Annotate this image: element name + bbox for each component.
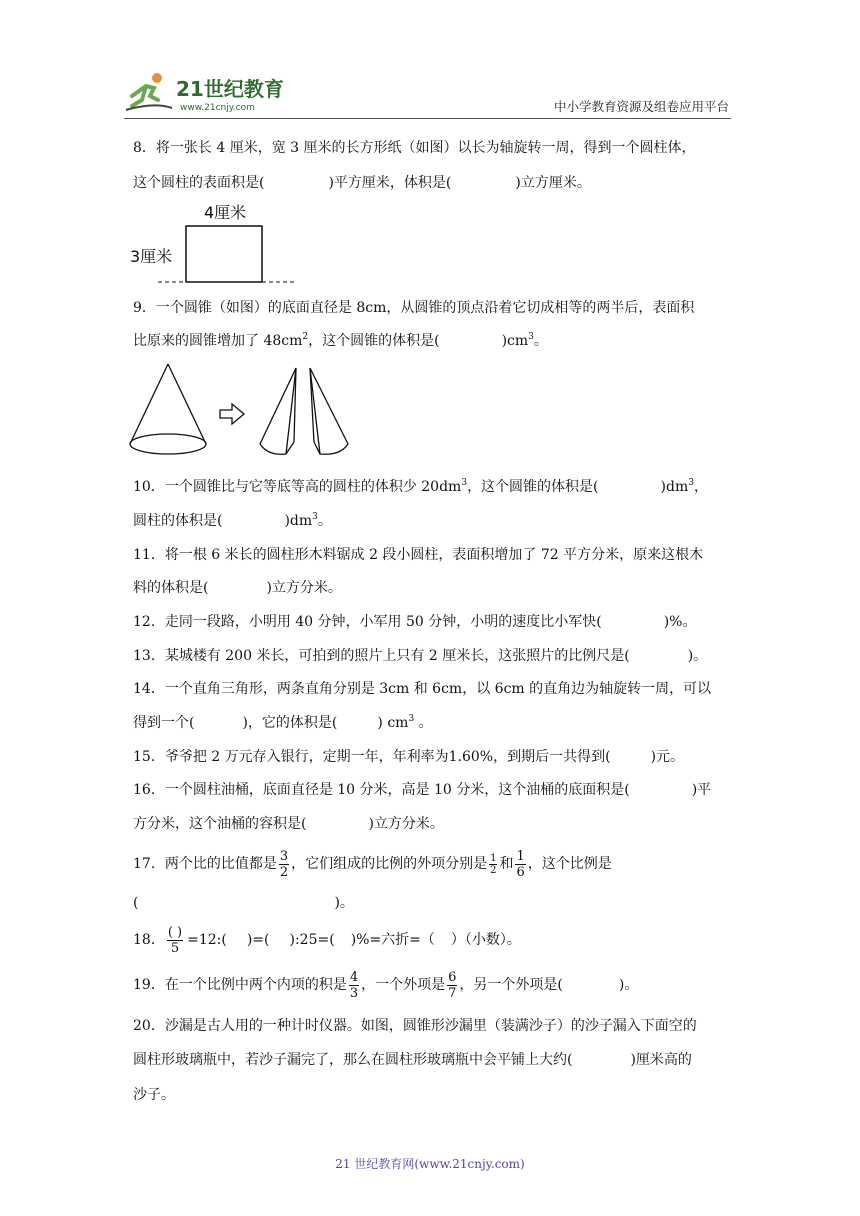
question-14-line-2: 得到一个( )，它的体积是( ) $cm^3$ 。 [133, 714, 433, 731]
rect-top-label: 4厘米 [204, 203, 247, 222]
svg-text:www.21cnjy.com: www.21cnjy.com [180, 103, 255, 113]
question-20-line-2: 圆柱形玻璃瓶中，若沙子漏完了，那么在圆柱形玻璃瓶中会平铺上大约( )厘米高的 [133, 1052, 692, 1068]
svg-text:21世纪教育: 21世纪教育 [176, 77, 284, 101]
question-11-line-2: 料的体积是( )立方分米。 [133, 580, 342, 596]
question-10-line-2: 圆柱的体积是( )$dm^3$。 [133, 512, 332, 529]
question-12: 12．走同一段路，小明用 40 分钟，小军用 50 分钟，小明的速度比小军快( )%。 [133, 614, 697, 630]
header-platform-text: 中小学教育资源及组卷应用平台 [553, 99, 729, 114]
question-20-line-1: 20．沙漏是古人用的一种计时仪器。如图，圆锥形沙漏里（装满沙子）的沙子漏入下面空的 [133, 1018, 697, 1034]
arrow-right-icon [220, 404, 244, 424]
rectangle [186, 226, 262, 282]
runner-logo-icon [126, 73, 172, 110]
cut-cone-left-half [260, 368, 296, 454]
header-divider [124, 118, 731, 119]
fraction-6-7: $\frac{6}{7}$ [448, 969, 457, 1001]
question-14-line-1: 14．一个直角三角形，两条直角分别是 3cm 和 6cm，以 6cm 的直角边为轴旋转一周，可以 [133, 681, 712, 697]
logo [124, 66, 294, 116]
question-17-line-2: ( )。 [133, 895, 354, 911]
question-20-line-3: 沙子。 [133, 1087, 175, 1103]
cone [130, 364, 206, 454]
fraction-3-2: $\frac{3}{2}$ [279, 848, 289, 880]
question-16-line-2: 方分米，这个油桶的容积是( )立方分米。 [133, 816, 444, 832]
rectangle-figure [128, 198, 298, 288]
question-15: 15．爷爷把 2 万元存入银行，定期一年，年利率为1.60%，到期后一共得到( )元。 [133, 749, 685, 765]
rect-left-label: 3厘米 [130, 247, 173, 266]
question-10-line-1: 10．一个圆锥比与它等底等高的圆柱的体积少 $20dm^3$，这个圆锥的体积是( )$dm^3$， [133, 478, 708, 495]
question-9-line-1: 9．一个圆锥（如图）的底面直径是 8cm，从圆锥的顶点沿着它切成相等的两半后，表面积 [133, 300, 695, 316]
cut-cone-right-half [310, 368, 348, 454]
question-19: 19．在一个比例中两个内项的积是 $\frac{4}{3}$ ，一个外项是 $\frac{6}{7}$ ，另一个外项是( )。 [133, 969, 639, 1001]
question-11-line-1: 11．将一根 6 米长的圆柱形木料锯成 2 段小圆柱，表面积增加了 72 平方分米，原来这根木 [133, 547, 704, 563]
question-9-line-2: 比原来的圆锥增加了 $48cm^2$，这个圆锥的体积是( )$cm^3$。 [133, 332, 548, 349]
fraction-1-2: $\frac{1}{2}$ [490, 852, 497, 876]
question-8-line-1: 8．将一张长 4 厘米，宽 3 厘米的长方形纸（如图）以长为轴旋转一周，得到一个圆柱体， [133, 140, 696, 156]
question-13: 13．某城楼有 200 米长，可拍到的照片上只有 2 厘米长，这张照片的比例尺是( )。 [133, 648, 708, 664]
page-footer: 21 世纪教育网(www.21cnjy.com) [335, 1157, 525, 1171]
page-header [0, 0, 860, 122]
fraction-blank-over-5: $\frac{( )}{5}$ [167, 924, 183, 956]
fraction-1-6: $\frac{1}{6}$ [516, 848, 525, 880]
cone-figure [126, 360, 356, 460]
fraction-4-3: $\frac{4}{3}$ [349, 969, 359, 1001]
question-18: 18． $\frac{( )}{5}$ =12:( )=( ):25=( )%=六折=（ ）（小数）。 [133, 924, 521, 956]
question-16-line-1: 16．一个圆柱油桶，底面直径是 10 分米，高是 10 分米，这个油桶的底面积是( )平 [133, 782, 712, 798]
question-17-line-1: 17．两个比的比值都是 $\frac{3}{2}$ ，它们组成的比例的外项分别是 $\frac{1}{2}$ 和 $\frac{1}{6}$ ，这个比例是 [133, 848, 612, 880]
question-8-line-2: 这个圆柱的表面积是( )平方厘米，体积是( )立方厘米。 [133, 175, 591, 191]
